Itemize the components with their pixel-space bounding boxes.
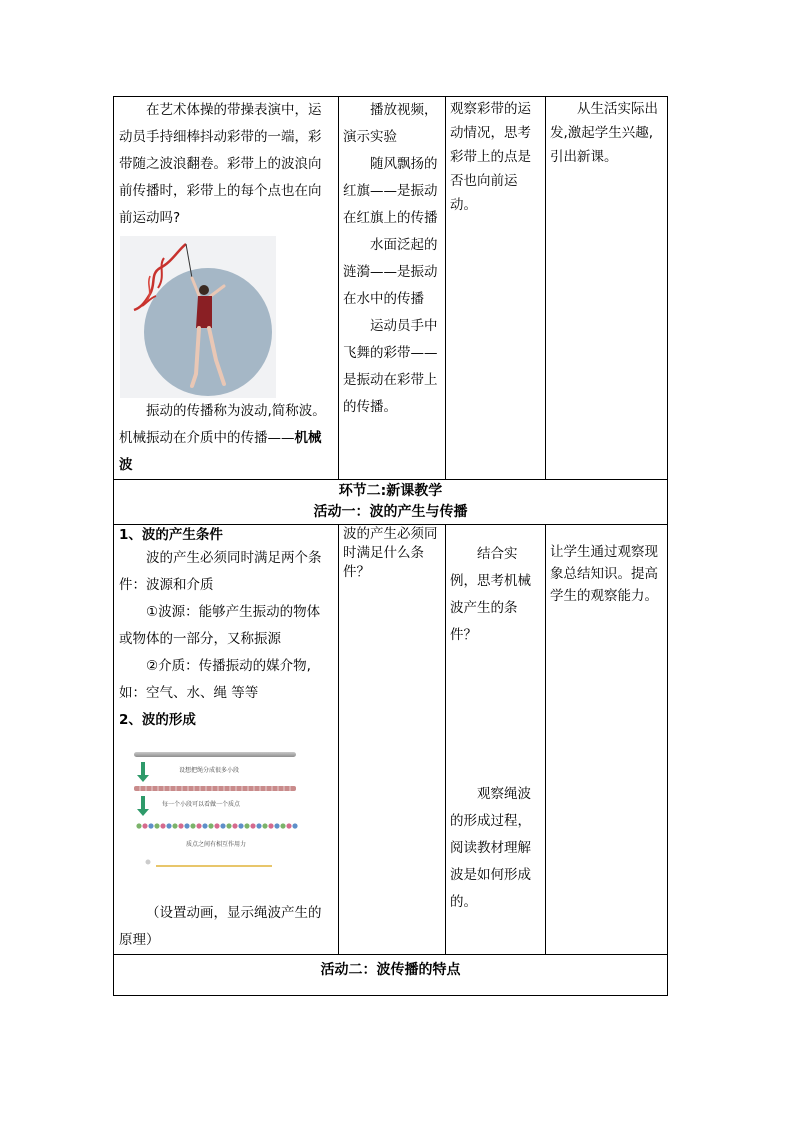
- teacher-question: 波的产生必须同时满足什么条件？: [343, 526, 438, 580]
- section-heading-cell: [114, 480, 668, 525]
- activity1-intent-cell: [546, 525, 668, 955]
- teacher-activity-line: 水面泛起的涟漪——是振动在水中的传播: [343, 237, 438, 307]
- teacher-activity-line: 播放视频，: [370, 102, 438, 118]
- activity1-content-cell: [114, 525, 339, 955]
- wave-definition-text: 振动的传播称为波动,简称波。机械振动在介质中的传播——: [119, 403, 326, 446]
- design-intent-text: 从生活实际出发,激起学生兴趣,引出新课。: [550, 101, 658, 165]
- activity1-row: [114, 525, 668, 955]
- section-heading-row: [114, 480, 668, 525]
- rope-wave-diagram: [134, 750, 304, 872]
- activity2-cell: [114, 955, 668, 996]
- student-task-formation: 观察绳波的形成过程，阅读教材理解波是如何形成的。: [450, 786, 531, 910]
- subheading-conditions: 1、波的产生条件: [119, 527, 223, 543]
- diagram-caption: 质点之间有相互作用力: [186, 841, 247, 848]
- subheading-formation: 2、波的形成: [119, 712, 196, 728]
- intro-student-cell: [446, 97, 546, 480]
- mechanical-wave-term: 机械波: [119, 430, 322, 473]
- activity2-title: 活动二：波传播的特点: [320, 962, 461, 978]
- medium-paragraph: ②介质：传播振动的媒介物,如：空气、水、绳 等等: [119, 658, 311, 701]
- student-activity-text: 观察彩带的运动情况，思考彩带上的点是否也向前运动。: [450, 101, 531, 213]
- diagram-caption: 设想把绳分成很多小段: [179, 767, 240, 774]
- wave-definition: [114, 398, 338, 479]
- intro-content-cell: [114, 97, 339, 480]
- intro-paragraph: 在艺术体操的带操表演中，运动员手持细棒抖动彩带的一端，彩带随之波浪翻卷。彩带上的波浪向前传播时，彩带上的每个点也在向前运动吗?: [119, 102, 322, 226]
- animation-note: （设置动画，显示绳波产生的原理）: [119, 905, 322, 948]
- ribbon-gymnast-photo: [120, 236, 276, 398]
- intro-intent-cell: [546, 97, 668, 480]
- design-intent-text: 让学生通过观察现象总结知识。提高学生的观察能力。: [550, 544, 658, 604]
- lesson-plan-table: [113, 96, 668, 996]
- activity2-row: [114, 955, 668, 996]
- conditions-paragraph: 波的产生必须同时满足两个条件：波源和介质: [119, 550, 322, 593]
- diagram-caption: 每一个小段可以看做一个质点: [162, 801, 241, 808]
- teacher-activity-line: 随风飘扬的红旗——是振动在红旗上的传播: [343, 156, 438, 226]
- activity1-student-cell: [446, 525, 546, 955]
- wave-source-paragraph: ①波源：能够产生振动的物体或物体的一部分，又称振源: [119, 604, 321, 647]
- lesson-document: [113, 96, 667, 996]
- teacher-activity-line: 演示实验: [343, 129, 397, 145]
- section-title: 环节二:新课教学: [338, 483, 443, 499]
- student-task-conditions: 结合实例，思考机械波产生的条件？: [450, 546, 531, 643]
- teacher-activity-line: 运动员手中飞舞的彩带——是振动在彩带上的传播。: [343, 318, 438, 415]
- intro-row: [114, 97, 668, 480]
- intro-teacher-cell: [339, 97, 446, 480]
- activity1-title: 活动一：波的产生与传播: [313, 504, 468, 520]
- activity1-teacher-cell: [339, 525, 446, 955]
